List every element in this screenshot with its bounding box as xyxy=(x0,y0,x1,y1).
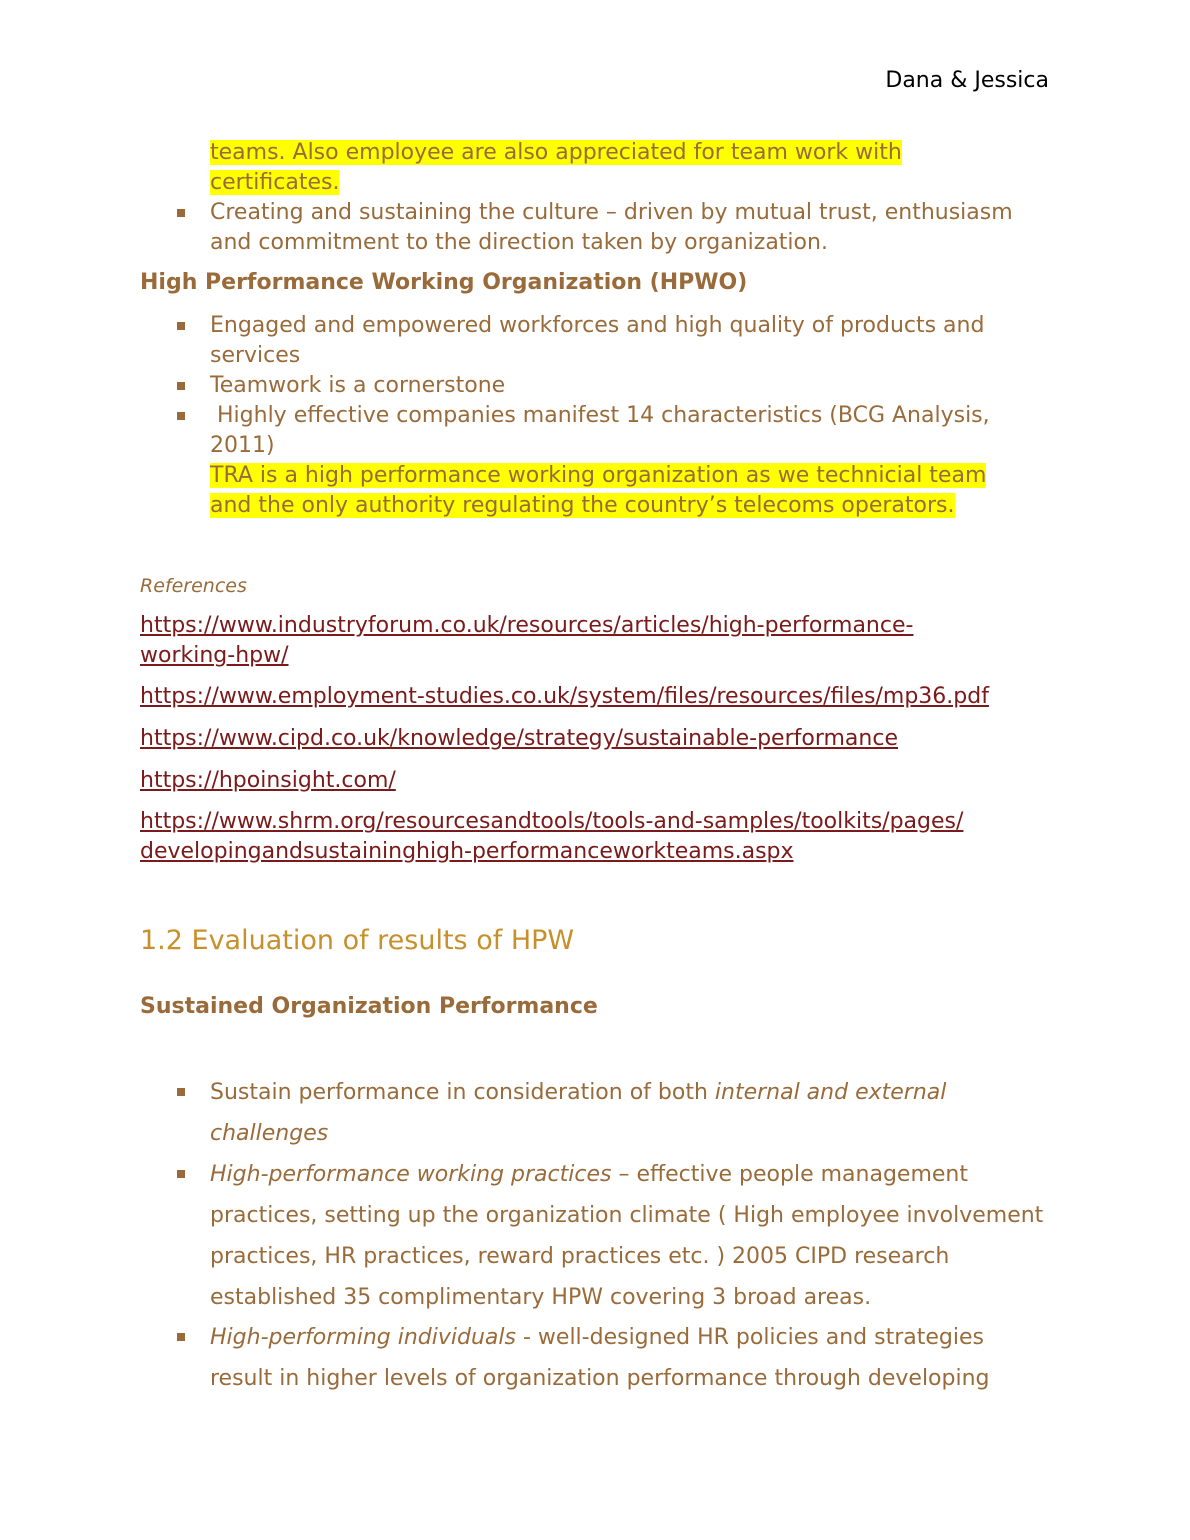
section-heading: 1.2 Evaluation of results of HPW xyxy=(140,925,575,956)
bullet-square-icon xyxy=(177,322,185,330)
reference-link-cipd[interactable]: https://www.cipd.co.uk/knowledge/strategy/sustainable-performance xyxy=(140,726,898,751)
list-item: High-performance working practices – effective people management practices, setting up the organization climate ( High employee involvement practices, HR practices, reward practices etc. ) 2005 CIPD research established 35 complimentary HPW covering 3 broad areas. xyxy=(210,1162,1044,1310)
highlighted-text: TRA is a high performance working organization as we technicial team xyxy=(210,463,987,488)
list-item: High-performing individuals - well-designed HR policies and strategies result in higher levels of organization performance through developing xyxy=(210,1325,990,1391)
highlighted-text: certificates. xyxy=(210,170,340,195)
hpwo-highlight-note xyxy=(210,461,1050,521)
bullet-square-icon xyxy=(177,1333,185,1341)
bullet-square-icon xyxy=(177,382,185,390)
reference-link-hpoinsight[interactable]: https://hpoinsight.com/ xyxy=(140,768,396,793)
reference-link-employment-studies[interactable]: https://www.employment-studies.co.uk/system/files/resources/files/mp36.pdf xyxy=(140,684,989,709)
list-item: Teamwork is a cornerstone xyxy=(210,373,506,398)
list-item: Highly effective companies manifest 14 characteristics (BCG Analysis, 2011) xyxy=(210,403,997,458)
highlighted-text: teams. Also employee are also appreciated for team work with xyxy=(210,140,902,165)
list-item: Engaged and empowered workforces and high quality of products and services xyxy=(210,313,985,368)
header-author: Dana & Jessica xyxy=(885,68,1049,93)
bullet-square-icon xyxy=(177,1088,185,1096)
continued-list-item xyxy=(210,138,1050,198)
list-item: Creating and sustaining the culture – driven by mutual trust, enthusiasm and commitment to the direction taken by organization. xyxy=(210,200,1013,255)
references-label: References xyxy=(140,575,247,597)
hpwo-heading: High Performance Working Organization (HPWO) xyxy=(140,270,748,295)
bullet-square-icon xyxy=(177,412,185,420)
list-item: Sustain performance in consideration of both internal and external challenges xyxy=(210,1080,947,1146)
highlighted-text: and the only authority regulating the country’s telecoms operators. xyxy=(210,493,955,518)
subheading: Sustained Organization Performance xyxy=(140,994,598,1019)
reference-link-shrm[interactable]: https://www.shrm.org/resourcesandtools/tools-and-samples/toolkits/pages/ developingandsustaininghigh-performanceworkteams.aspx xyxy=(140,809,964,864)
bullet-square-icon xyxy=(177,209,185,217)
reference-link-industryforum[interactable]: https://www.industryforum.co.uk/resources/articles/high-performance- working-hpw/ xyxy=(140,613,914,668)
bullet-square-icon xyxy=(177,1170,185,1178)
